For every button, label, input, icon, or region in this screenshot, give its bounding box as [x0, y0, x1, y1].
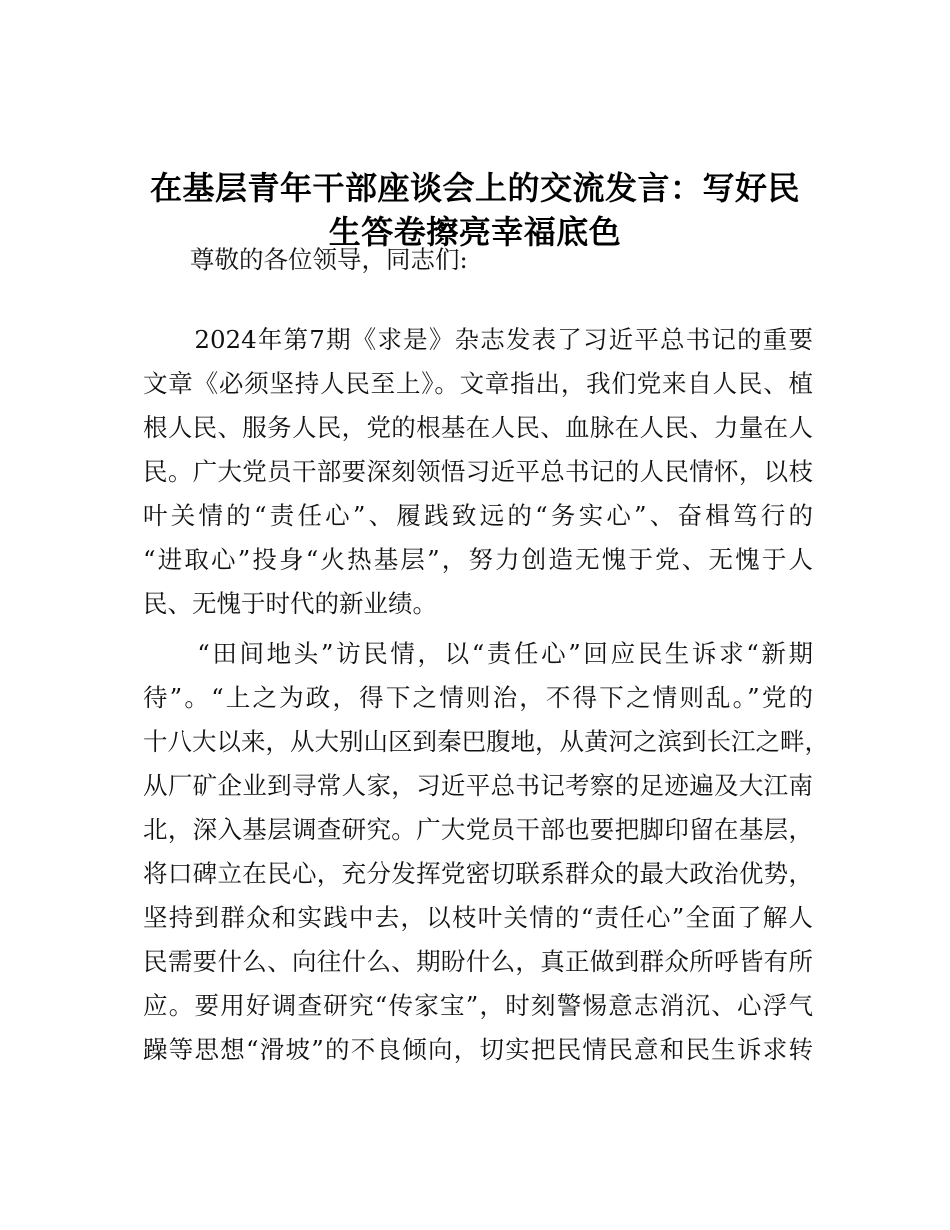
paragraph-line: 应。要用好调查研究“传家宝”，时刻警惕意志消沉、心浮气: [143, 991, 813, 1020]
paragraph-line: 叶关情的“责任心”、履践致远的“务实心”、奋楫笃行的: [143, 501, 813, 530]
paragraph-line: 2024年第7期《求是》杂志发表了习近平总书记的重要: [143, 325, 813, 354]
paragraph-line: 从厂矿企业到寻常人家，习近平总书记考察的足迹遍及大江南: [143, 771, 813, 800]
paragraph-line: 将口碑立在民心，充分发挥党密切联系群众的最大政治优势，: [143, 859, 813, 888]
paragraph-line: 十八大以来，从大别山区到秦巴腹地，从黄河之滨到长江之畔，: [143, 727, 829, 756]
paragraph-1: [143, 318, 813, 626]
paragraph-line: 北，深入基层调查研究。广大党员干部也要把脚印留在基层，: [143, 815, 813, 844]
paragraph-line: 坚持到群众和实践中去，以枝叶关情的“责任心”全面了解人: [143, 903, 813, 932]
paragraph-line: 民、无愧于时代的新业绩。: [143, 589, 437, 618]
paragraph-line: “进取心”投身“火热基层”，努力创造无愧于党、无愧于人: [143, 545, 813, 574]
document-title-line-1: 在基层青年干部座谈会上的交流发言：写好民: [149, 169, 800, 207]
paragraph-line: 民。广大党员干部要深刻领悟习近平总书记的人民情怀，以枝: [143, 457, 813, 486]
paragraph-line: 待”。“上之为政，得下之情则治，不得下之情则乱。”党的: [143, 683, 813, 712]
paragraph-line: 根人民、服务人民，党的根基在人民、血脉在人民、力量在人: [143, 413, 813, 442]
paragraph-2: [143, 632, 829, 1072]
paragraph-line: 文章《必须坚持人民至上》。文章指出，我们党来自人民、植: [143, 369, 813, 398]
paragraph-line: “田间地头”访民情，以“责任心”回应民生诉求“新期: [143, 639, 813, 668]
document-title-line-2: 生答卷擦亮幸福底色: [328, 213, 622, 251]
salutation: 尊敬的各位领导，同志们:: [190, 245, 468, 274]
paragraph-line: 民需要什么、向往什么、期盼什么，真正做到群众所呼皆有所: [143, 947, 813, 976]
paragraph-line: 躁等思想“滑坡”的不良倾向，切实把民情民意和民生诉求转: [143, 1035, 813, 1064]
